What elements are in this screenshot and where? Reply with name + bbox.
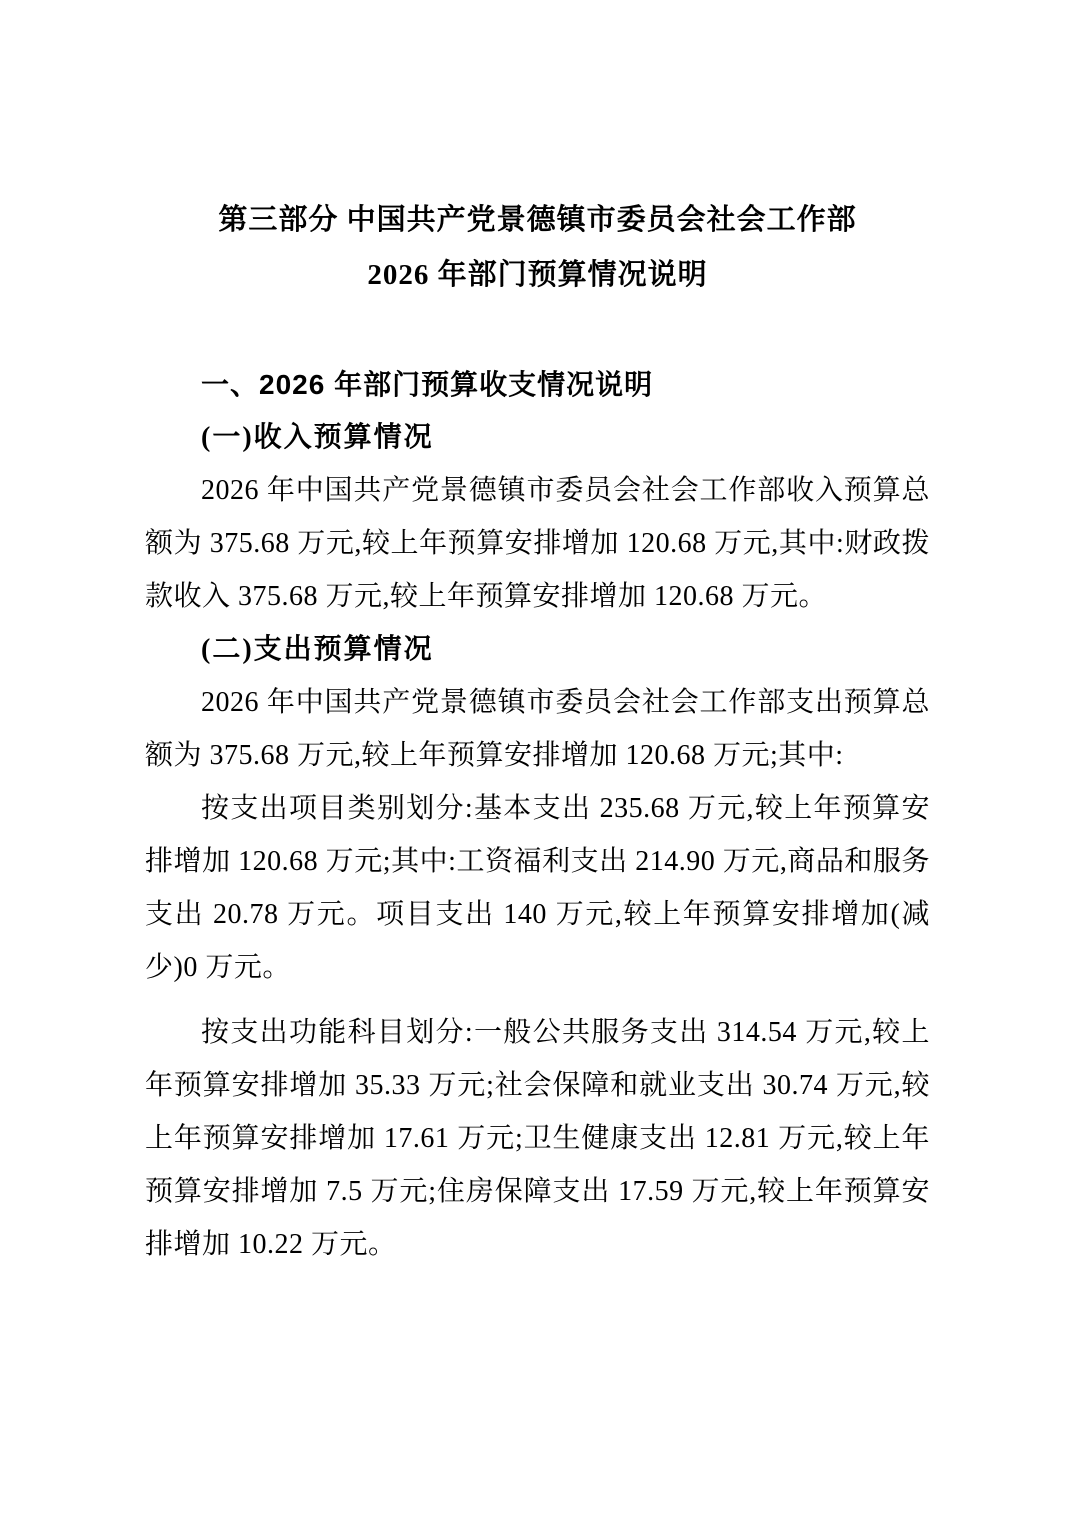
section-heading-budget-overview: 一、2026 年部门预算收支情况说明 [201,369,654,400]
document-title [145,193,930,303]
income-paragraph: 2026 年中国共产党景德镇市委员会社会工作部收入预算总额为 375.68 万元,较上年预算安排增加 120.68 万元,其中:财政拨款收入 375.68 万元,较上年预算安排增加 120.68 万元。 [145,475,930,612]
subsection-heading-income: (一)收入预算情况 [201,422,434,453]
title-line-1: 第三部分 中国共产党景德镇市委员会社会工作部 [218,204,857,236]
subsection-heading-expenditure: (二)支出预算情况 [201,634,434,665]
title-line-2: 2026 年部门预算情况说明 [367,259,708,291]
expenditure-total-paragraph: 2026 年中国共产党景德镇市委员会社会工作部支出预算总额为 375.68 万元,较上年预算安排增加 120.68 万元;其中: [145,687,930,771]
expenditure-by-category-paragraph: 按支出项目类别划分:基本支出 235.68 万元,较上年预算安排增加 120.68 万元;其中:工资福利支出 214.90 万元,商品和服务支出 20.78 万元。项目支出 140 万元,较上年预算安排增加(减少)0 万元。 [145,793,930,983]
expenditure-by-function-paragraph: 按支出功能科目划分:一般公共服务支出 314.54 万元,较上年预算安排增加 35.33 万元;社会保障和就业支出 30.74 万元,较上年预算安排增加 17.61 万元;卫生健康支出 12.81 万元,较上年预算安排增加 7.5 万元;住房保障支出 17.59 万元,较上年预算安排增加 10.22 万元。 [145,1017,930,1260]
